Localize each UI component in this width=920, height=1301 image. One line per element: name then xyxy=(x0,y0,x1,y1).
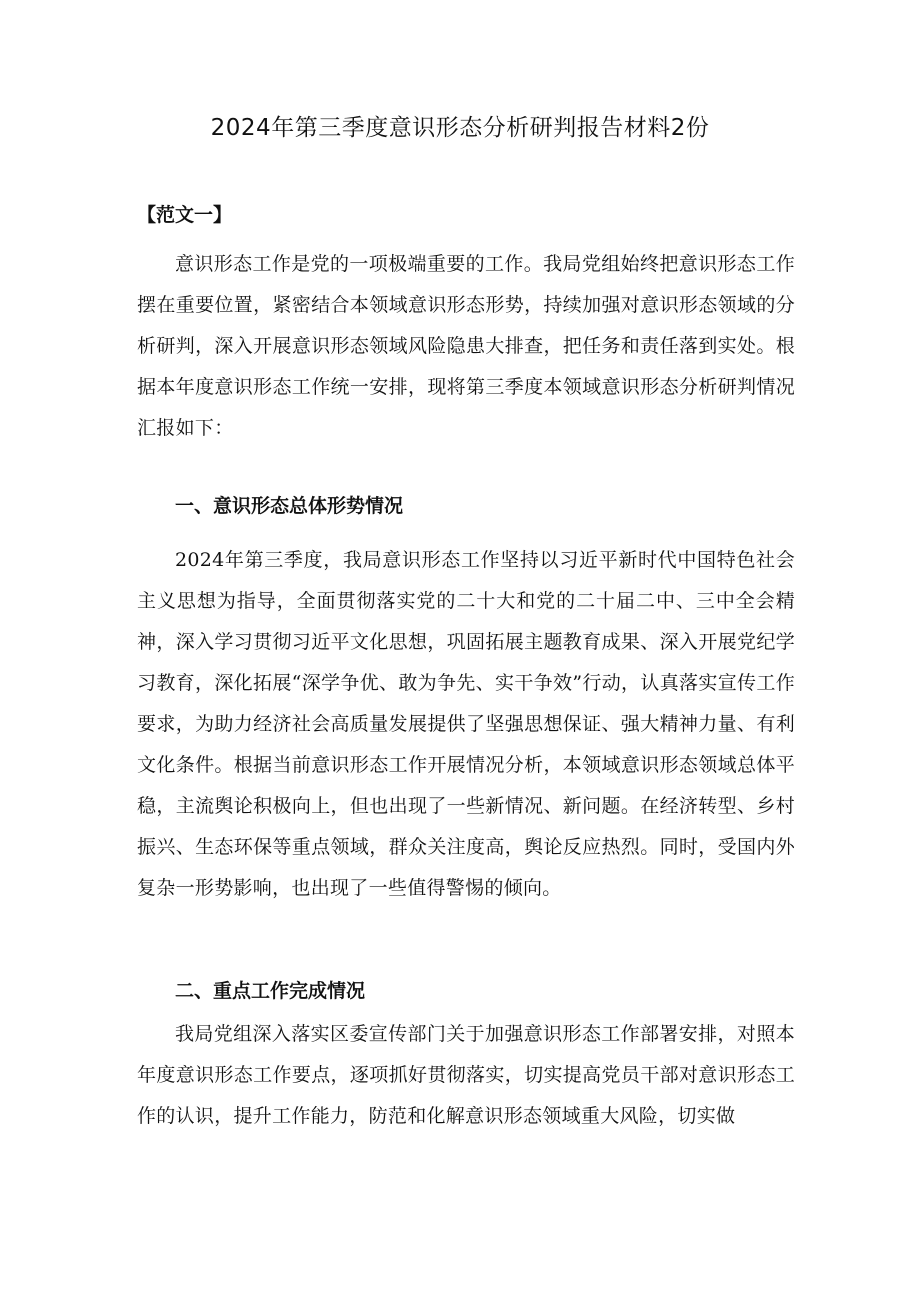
paragraph-intro: 意识形态工作是党的一项极端重要的工作。我局党组始终把意识形态工作摆在重要位置，紧密结合本领域意识形态形势，持续加强对意识形态领域的分析研判，深入开展意识形态领域风险隐患大排查，把任务和责任落到实处。根据本年度意识形态工作统一安排，现将第三季度本领域意识形态分析研判情况汇报如下： xyxy=(137,253,795,439)
document-title: 2024年第三季度意识形态分析研判报告材料2份 xyxy=(210,115,710,141)
paragraph-overall-situation: 2024年第三季度，我局意识形态工作坚持以习近平新时代中国特色社会主义思想为指导，全面贯彻落实党的二十大和党的二十届二中、三中全会精神，深入学习贯彻习近平文化思想，巩固拓展主题教育成果、深入开展党纪学习教育，深化拓展“深学争优、敢为争先、实干争效”行动，认真落实宣传工作要求，为助力经济社会高质量发展提供了坚强思想保证、强大精神力量、有利文化条件。根据当前意识形态工作开展情况分析，本领域意识形态领域总体平稳，主流舆论积极向上，但也出现了一些新情况、新问题。在经济转型、乡村振兴、生态环保等重点领域，群众关注度高，舆论反应热烈。同时，受国内外复杂一形势影响，也出现了一些值得警惕的倾向。 xyxy=(137,549,795,899)
heading-key-work: 二、重点工作完成情况 xyxy=(175,980,366,1002)
section-tag: 【范文一】 xyxy=(137,204,233,226)
heading-overall-situation: 一、意识形态总体形势情况 xyxy=(175,495,404,517)
paragraph-key-work: 我局党组深入落实区委宣传部门关于加强意识形态工作部署安排，对照本年度意识形态工作要点，逐项抓好贯彻落实，切实提高党员干部对意识形态工作的认识，提升工作能力，防范和化解意识形态领域重大风险，切实做 xyxy=(137,1023,795,1127)
